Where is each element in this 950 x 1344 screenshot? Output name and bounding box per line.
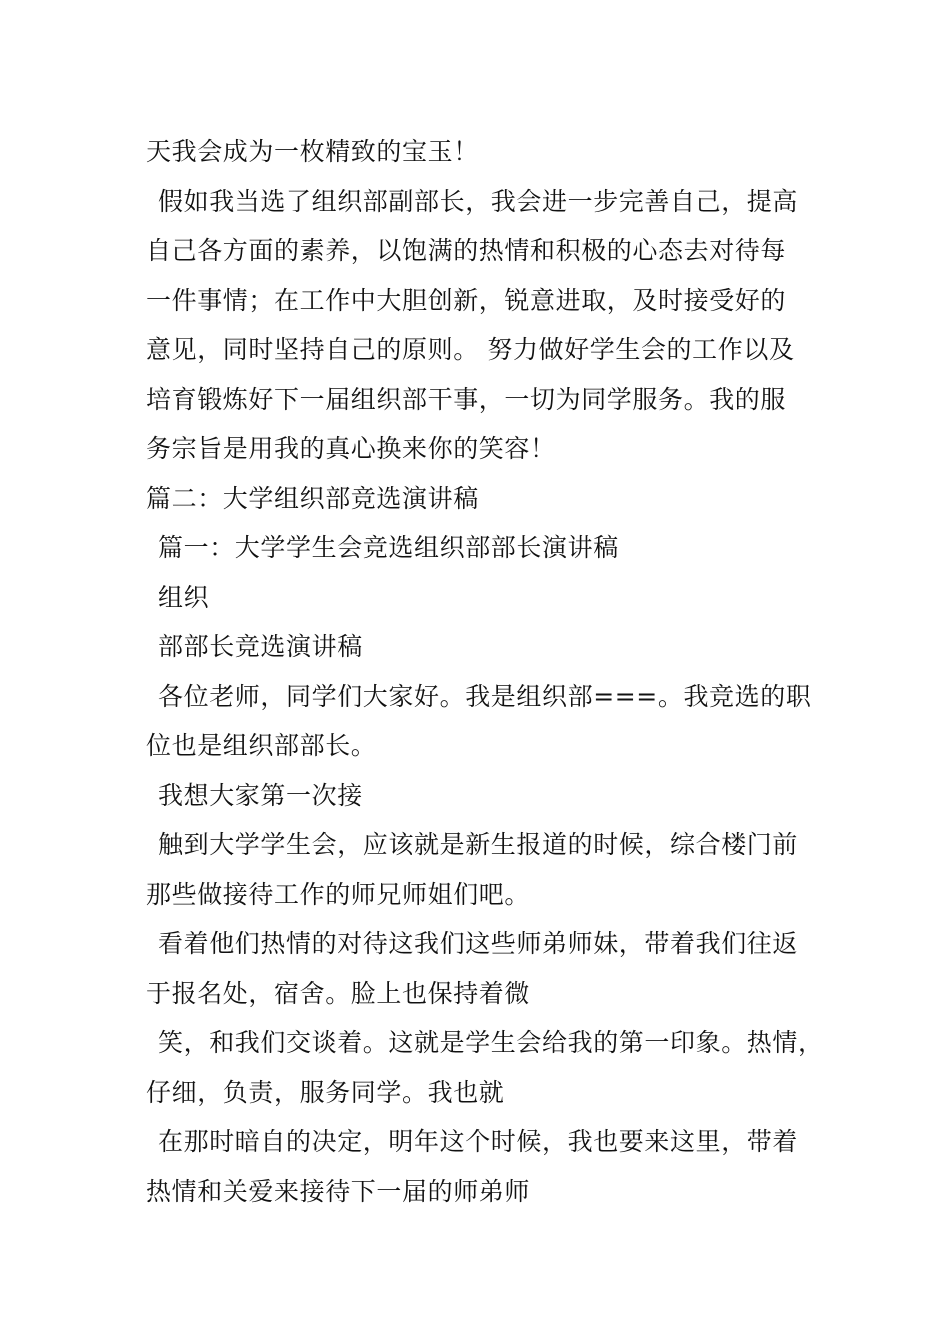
text-line: 触到大学学生会，应该就是新生报道的时候，综合楼门前 bbox=[158, 830, 799, 859]
text-line: 看着他们热情的对待这我们这些师弟师妹，带着我们往返 bbox=[158, 929, 799, 958]
text-line: 在那时暗自的决定，明年这个时候，我也要来这里，带着 bbox=[158, 1127, 799, 1156]
text-line: 培育锻炼好下一届组织部干事，一切为同学服务。我的服 bbox=[146, 384, 787, 414]
text-line: 那些做接待工作的师兄师姐们吧。 bbox=[146, 879, 531, 909]
text-line: 各位老师，同学们大家好。我是组织部===。我竞选的职 bbox=[158, 681, 812, 711]
document-page bbox=[146, 127, 824, 1216]
text-line: 于报名处，宿舍。脸上也保持着微 bbox=[146, 978, 531, 1008]
section-heading: 篇二：大学组织部竞选演讲稿 bbox=[146, 483, 479, 513]
sub-heading: 篇一：大学学生会竞选组织部部长演讲稿 bbox=[158, 533, 619, 562]
text-line: 组织 bbox=[158, 582, 210, 612]
text-line: 我想大家第一次接 bbox=[158, 780, 363, 810]
text-line: 部部长竞选演讲稿 bbox=[158, 632, 363, 661]
text-line: 意见，同时坚持自己的原则。 努力做好学生会的工作以及 bbox=[146, 335, 795, 364]
text-line: 自己各方面的素养，以饱满的热情和积极的心态去对待每 bbox=[146, 236, 787, 265]
text-line: 仔细，负责，服务同学。我也就 bbox=[146, 1077, 505, 1107]
text-line: 假如我当选了组织部副部长，我会进一步完善自己，提高 bbox=[158, 186, 799, 216]
text-line: 一件事情；在工作中大胆创新，锐意进取，及时接受好的 bbox=[146, 285, 787, 315]
text-line: 务宗旨是用我的真心换来你的笑容！ bbox=[146, 434, 556, 463]
text-line: 热情和关爱来接待下一届的师弟师 bbox=[146, 1176, 531, 1206]
text-line: 位也是组织部部长。 bbox=[146, 731, 377, 760]
text-line: 笑，和我们交谈着。这就是学生会给我的第一印象。热情， bbox=[158, 1028, 824, 1057]
text-line: 天我会成为一枚精致的宝玉！ bbox=[146, 137, 479, 166]
